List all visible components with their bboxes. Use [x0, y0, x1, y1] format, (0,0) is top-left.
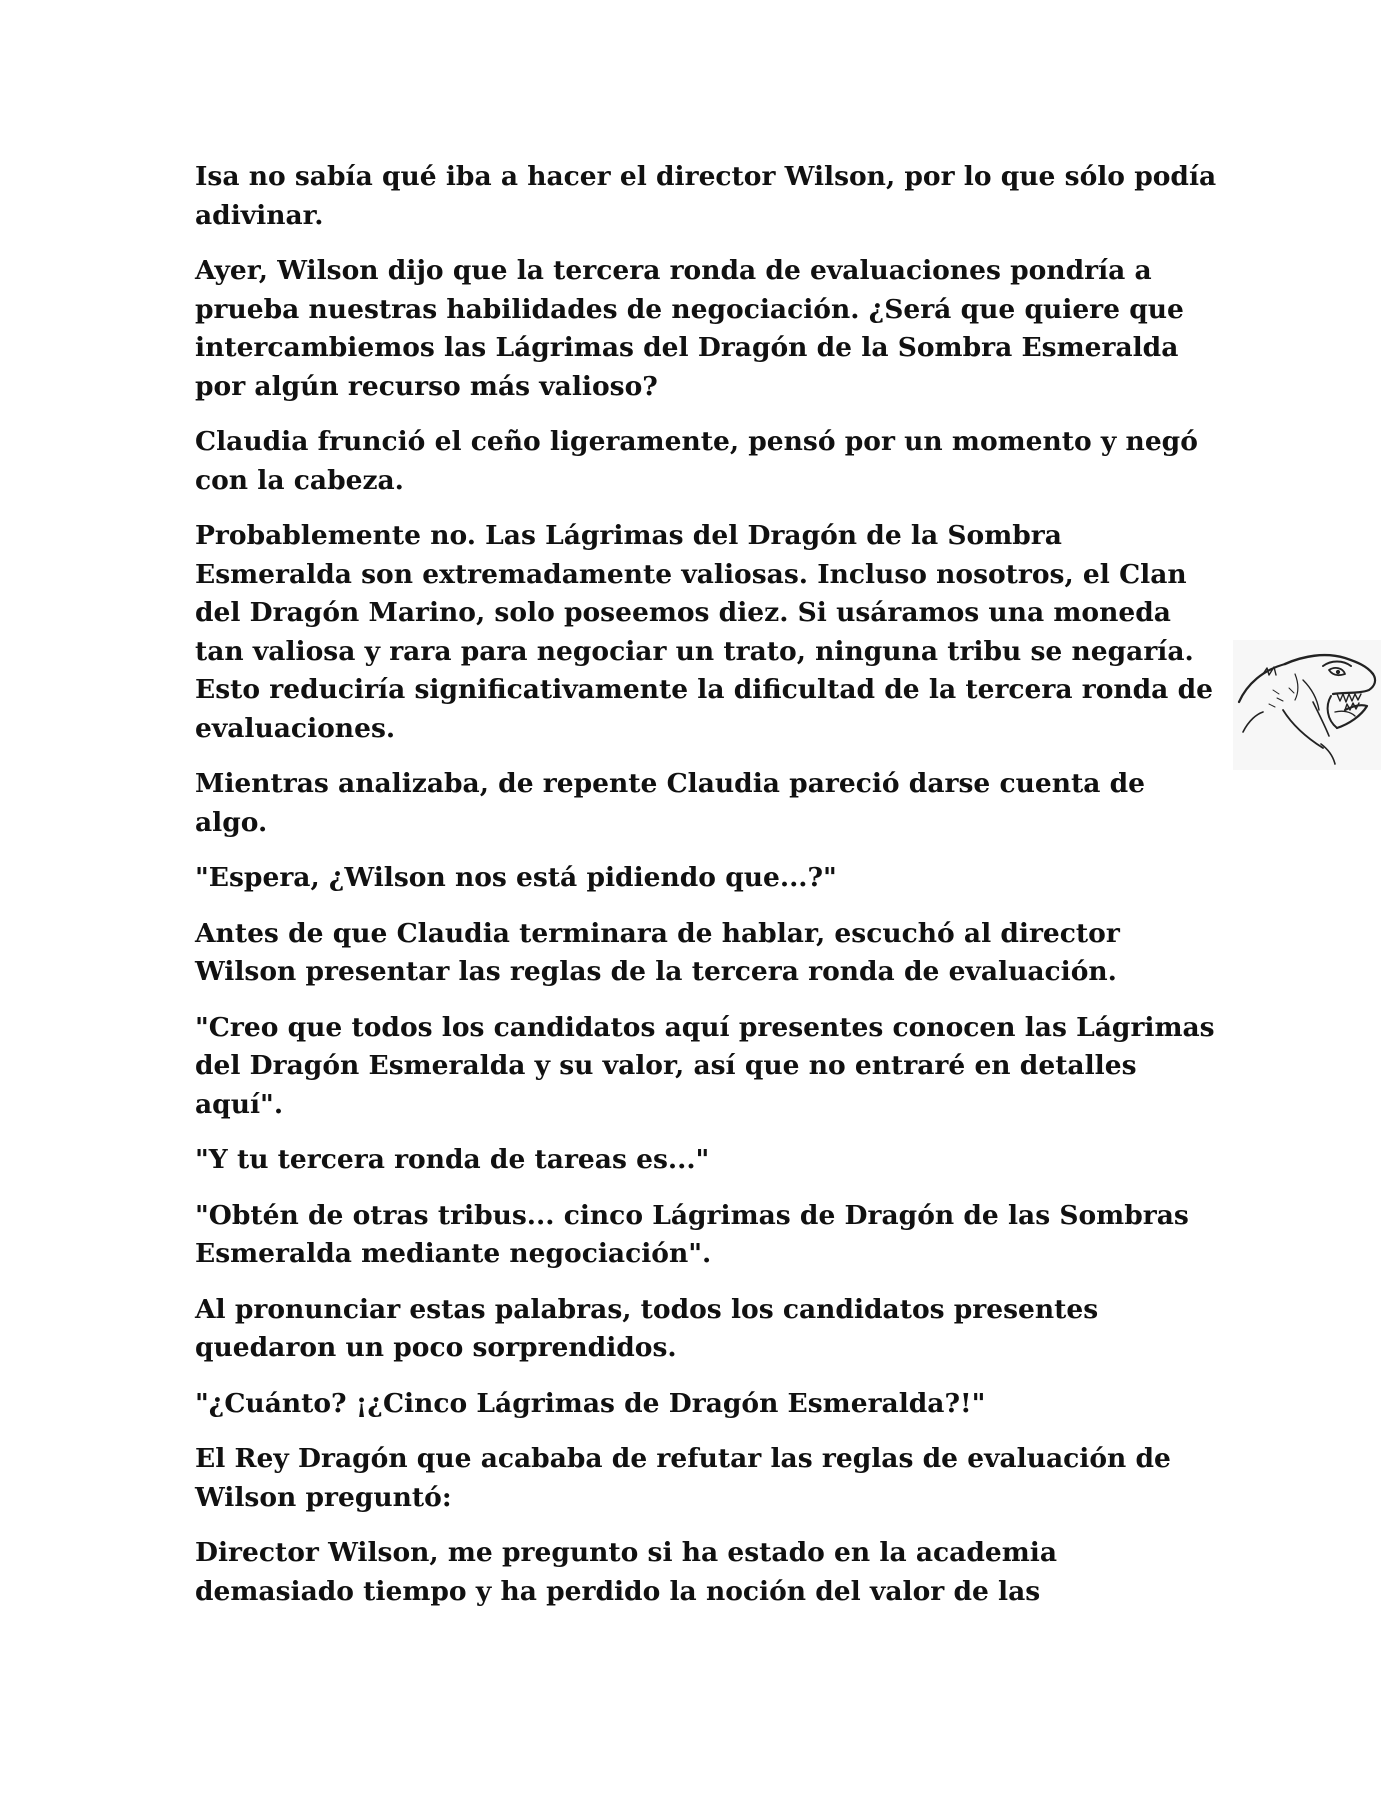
paragraph-7: Antes de que Claudia terminara de hablar, escuchó al director Wilson presentar las reglas de la tercera ronda de evaluación.	[195, 917, 1120, 987]
paragraph-14: Director Wilson, me pregunto si ha estado en la academia demasiado tiempo y ha perdido la noción del valor de las	[195, 1537, 1057, 1607]
paragraph-13: El Rey Dragón que acababa de refutar las reglas de evaluación de Wilson preguntó:	[195, 1443, 1171, 1513]
paragraph-8: "Creo que todos los candidatos aquí presentes conocen las Lágrimas del Dragón Esmeralda y su valor, así que no entraré en detalles aquí".	[195, 1011, 1215, 1120]
paragraph-5: Mientras analizaba, de repente Claudia pareció darse cuenta de algo.	[195, 768, 1146, 838]
paragraph-2: Ayer, Wilson dijo que la tercera ronda de evaluaciones pondría a prueba nuestras habilidades de negociación. ¿Será que quiere que intercambiemos las Lágrimas del Dragón de la Sombra Esmeralda por algún recurso más valioso?	[195, 255, 1184, 402]
paragraph-9: "Y tu tercera ronda de tareas es..."	[195, 1144, 710, 1175]
dinosaur-head-sketch-icon	[1233, 640, 1381, 770]
paragraph-1: Isa no sabía qué iba a hacer el director Wilson, por lo que sólo podía adivinar.	[195, 161, 1217, 231]
paragraph-11: Al pronunciar estas palabras, todos los candidatos presentes quedaron un poco sorprendidos.	[195, 1293, 1099, 1363]
paragraph-3: Claudia frunció el ceño ligeramente, pensó por un momento y negó con la cabeza.	[195, 426, 1198, 496]
paragraph-4: Probablemente no. Las Lágrimas del Dragón de la Sombra Esmeralda son extremadamente valiosas. Incluso nosotros, el Clan del Dragón Marino, solo poseemos diez. Si usáramos una moneda tan valiosa y rara para negociar un trato, ninguna tribu se negaría. Esto reduciría significativamente la dificultad de la tercera ronda de evaluaciones.	[195, 520, 1213, 744]
document-body	[195, 158, 1220, 1628]
paragraph-12: "¿Cuánto? ¡¿Cinco Lágrimas de Dragón Esmeralda?!"	[195, 1387, 986, 1419]
paragraph-6: "Espera, ¿Wilson nos está pidiendo que...?"	[195, 862, 837, 893]
paragraph-10: "Obtén de otras tribus... cinco Lágrimas de Dragón de las Sombras Esmeralda mediante negociación".	[195, 1199, 1189, 1269]
